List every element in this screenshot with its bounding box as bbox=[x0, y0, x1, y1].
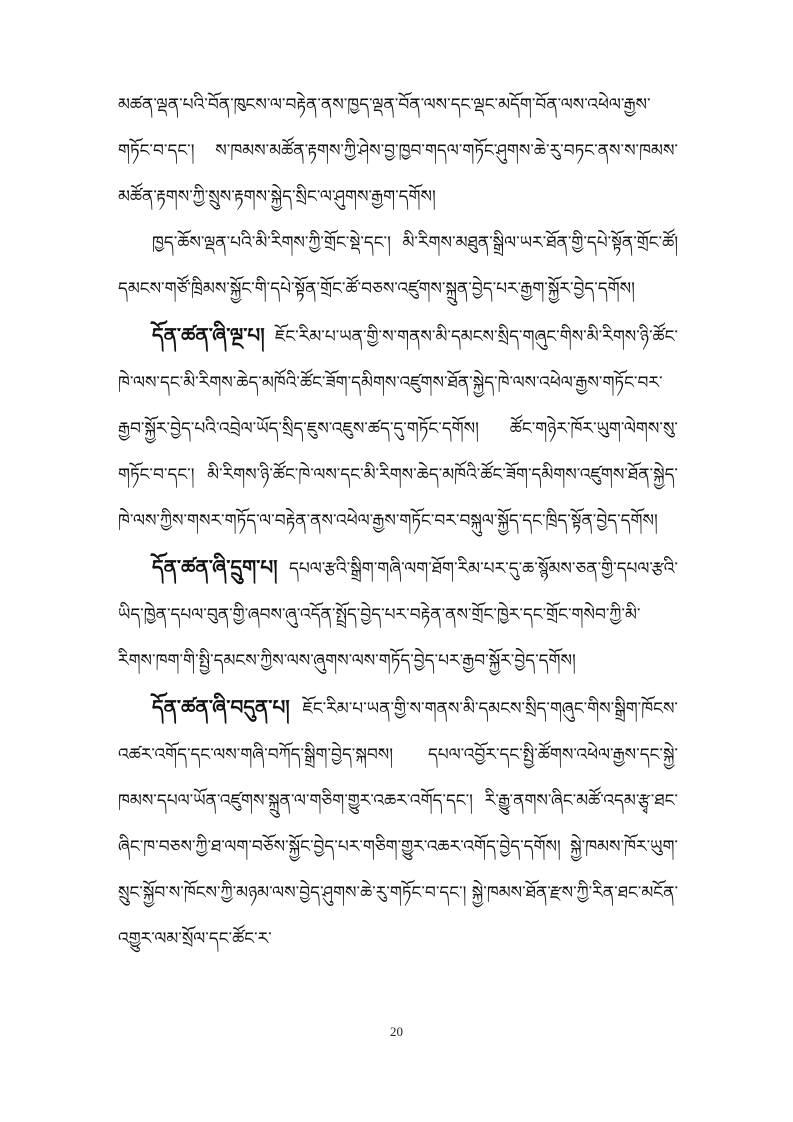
paragraph-1-text: མཚན་ལྡན་པའི་བོན་ཁུངས་ལ་བརྟེན་ནས་ཁྱད་ལྡན་བོན་ལས་དང་ལྡང་མདོག་བོན་ལས་འཕེལ་རྒྱས་གཏོང་བ་དང་། ས་ཁམས་མཚོན་རྟགས་ཀྱི་ཤེས་བྱ་ཁྱབ་གདལ་གཏོང་ཤུགས་ཆེ་རུ་བཏང་ནས་ས་ཁམས་མཚོན་རྟགས་ཀྱི་སྲུས་རྟགས་སྐྱེད་སྲིང་ལ་ཤུགས་རྒྱག་དགོས། bbox=[118, 95, 678, 207]
article-45-heading: དོན་ཚན་ཞི་ལྔ་པ། bbox=[152, 323, 265, 347]
paragraph-4 bbox=[118, 544, 678, 684]
paragraph-3 bbox=[118, 312, 678, 544]
article-47-heading: དོན་ཚན་ཞི་བདུན་པ། bbox=[152, 695, 290, 719]
article-46-text: དཔལ་རྩའི་སྒྲིག་གཞི་ལག་ཐོག་རིམ་པར་དུ་ཆ་སྙོམས་ཅན་གྱི་དཔལ་རྩའི་ཡིད་ཁྱེན་དཔལ་བུན་གྱི་ཞབས་ཞུ་འདོན་སྤྲོད་བྱེད་པར་བརྟེན་ནས་གྲོང་ཁྱེར་དང་གྲོང་གསེབ་ཀྱི་མི་རིགས་ཁག་གི་སྤྱི་དམངས་ཀྱིས་ལས་ཞུགས་ལས་གཏོད་བྱེད་པར་རྒྱབ་སྐྱོར་བྱེད་དགོས། bbox=[118, 559, 678, 671]
paragraph-2 bbox=[118, 220, 678, 312]
paragraph-1 bbox=[118, 82, 678, 220]
paragraph-2-text: ཁྱད་ཆོས་ལྡན་པའི་མི་རིགས་ཀྱི་གྲོང་སྡེ་དང་། མི་རིགས་མཐུན་སྒྲིལ་ཡར་ཐོན་གྱི་དཔེ་སྟོན་གྲོང་ཚོ། དམངས་གཙོ་ཁྲིམས་སྐྱོང་གི་དཔེ་སྟོན་གྲོང་ཚོ་བཅས་འཛུགས་སྐྲུན་བྱེད་པར་རྒྱག་སྐྱོར་བྱེད་དགོས། bbox=[118, 233, 678, 299]
paragraph-5 bbox=[118, 684, 678, 962]
article-45-text: ཇོང་རིམ་པ་ཡན་གྱི་ས་གནས་མི་དམངས་སྲིད་གཞུང་གིས་མི་རིགས་ཉི་ཚོང་ཁེ་ལས་དང་མི་རིགས་ཆེད་མཁོའི་ཚོང་ཟོག་དམིགས་འཛུགས་ཐོན་སྐྱེད་ཁེ་ལས་འཕེལ་རྒྱས་གཏོང་བར་རྒྱབ་སྐྱོར་བྱེད་པའི་འབྲེལ་ཡོད་སྲིད་ཇུས་འཇུས་ཚད་དུ་གཏོང་དགོས། ཚོང་གཉེར་ཁོར་ཡུག་ལེགས་སུ་གཏོང་བ་དང་། མི་རིགས་ཉི་ཚོང་ཁེ་ལས་དང་མི་རིགས་ཆེད་མཁོའི་ཚོང་ཟོག་དམིགས་འཛུགས་ཐོན་སྐྱེད་ཁེ་ལས་ཀྱིས་གསར་གཏོད་ལ་བརྟེན་ནས་འཕེལ་རྒྱས་གཏོང་བར་བསྐུལ་སྐྱོད་དང་ཁྲིད་སྟོན་བྱེད་དགོས། bbox=[118, 327, 678, 531]
body-text bbox=[118, 82, 678, 962]
page-number: 20 bbox=[390, 1024, 403, 1039]
article-46-heading: དོན་ཚན་ཞི་དྲུག་པ། bbox=[152, 555, 278, 579]
article-47-text: ཇོང་རིམ་པ་ཡན་གྱི་ས་གནས་མི་དམངས་སྲིད་གཞུང་གིས་སྒྲིག་ཁོངས་འཚར་འགོད་དང་ལས་གཞི་བཀོད་སྒྲིག་བྱེད་སྐབས། དཔལ་འབྱོར་དང་སྤྱི་ཚོགས་འཕེལ་རྒྱས་དང་སྐྱེ་ཁམས་དཔལ་ཡོན་འཛུགས་སྐྲུན་ལ་གཅིག་གྱུར་འཆར་འགོད་དང་། རི་རྒྱུ་ནགས་ཞིང་མཚོ་འདམ་རྩྭ་ཐང་ཞིང་ཁ་བཅས་ཀྱི་ཐ་ལག་བཅོས་སྐྱོང་བྱེད་པར་གཅིག་གྱུར་འཆར་འགོད་བྱེད་དགོས། སྐྱེ་ཁམས་ཁོར་ཡུག་སྲུང་སྐྱོབ་ས་ཁོངས་ཀྱི་མཉམ་ལས་བྱེད་ཤུགས་ཆེ་རུ་གཏོང་བ་དང་། སྐྱེ་ཁམས་ཐོན་རྫས་ཀྱི་རིན་ཐང་མངོན་འགྱུར་ལམ་སྲོལ་དང་ཚོང་ར་ bbox=[118, 699, 679, 949]
